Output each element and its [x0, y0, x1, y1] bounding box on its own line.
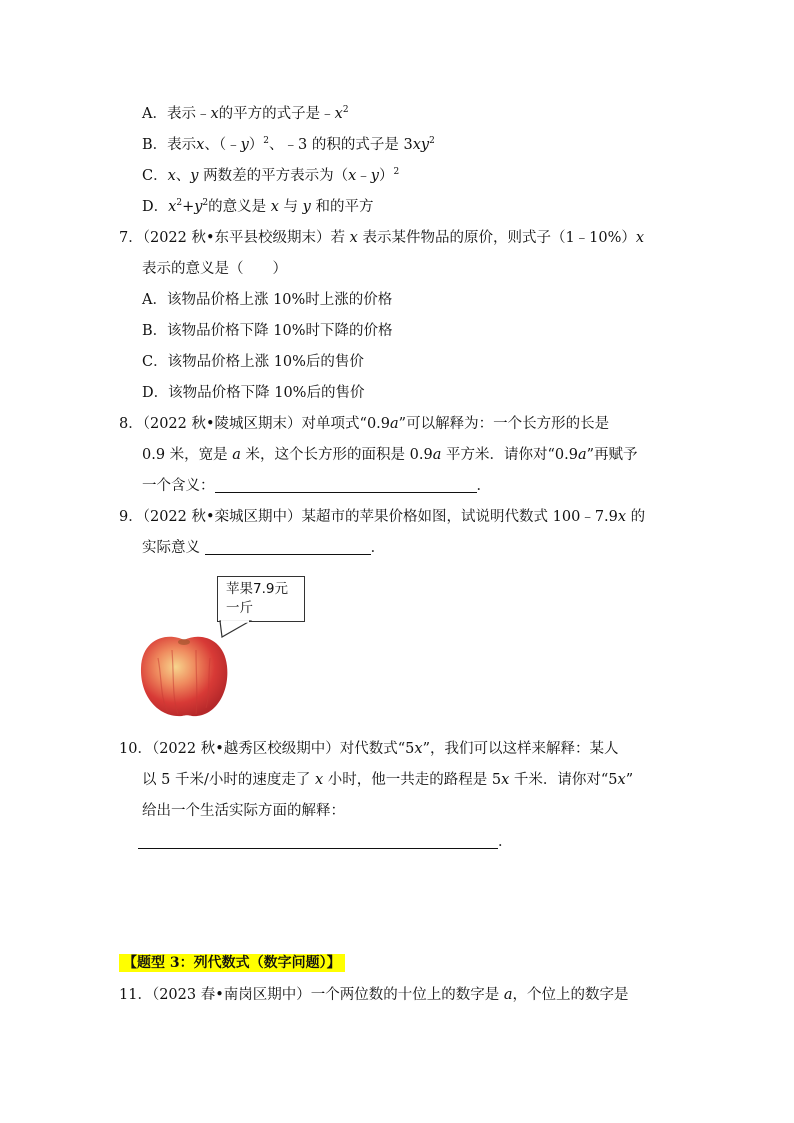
q9-answer-blank[interactable]: [205, 540, 371, 555]
text: +: [182, 199, 195, 215]
q7-stem-line1: [119, 228, 644, 248]
text: ．: [370, 540, 386, 556]
math-var: x: [270, 199, 279, 215]
q11-stem-line1: [119, 985, 629, 1005]
text: 千米．请你对“5: [509, 772, 618, 788]
math-var: x: [210, 106, 219, 122]
text: A．表示﹣: [142, 106, 211, 122]
text: 小时，他一共走的路程是 5: [323, 772, 502, 788]
math-var: x: [617, 772, 626, 788]
math-var: x: [617, 509, 627, 525]
math-var: a: [232, 447, 241, 463]
text: 米，这个长方形的面积是 0.9: [240, 447, 433, 463]
q8-stem-line1: [119, 414, 609, 434]
q10-stem-line2: [142, 770, 633, 790]
bubble-line-1: 苹果7.9元: [226, 581, 288, 597]
q6-option-b: [142, 135, 435, 155]
math-var: x: [314, 772, 324, 788]
math-var: x: [167, 168, 176, 184]
q7-option-d: D．该物品价格下降 10%后的售价: [142, 385, 365, 401]
q10-answer-blank[interactable]: [138, 834, 498, 849]
text: 的平方的式子是﹣: [218, 106, 335, 122]
math-var: y: [194, 199, 203, 215]
math-var: x: [196, 137, 205, 153]
math-var: x: [168, 199, 177, 215]
exponent: 2: [429, 136, 435, 146]
math-var: y: [370, 168, 379, 184]
math-var: y: [302, 199, 311, 215]
text: D．: [142, 199, 169, 215]
text: ）: [248, 137, 264, 153]
q7-option-a: A．该物品价格上涨 10%时上涨的价格: [142, 292, 393, 308]
text: ﹣: [356, 168, 371, 184]
text: 表示某件物品的原价，则式子（1﹣10%）: [357, 230, 636, 246]
text: ”再赋予: [586, 447, 638, 463]
text: 以 5 千米/小时的速度走了: [142, 772, 315, 788]
text: 的意义是: [208, 199, 271, 215]
q7-option-c: C．该物品价格上涨 10%后的售价: [142, 354, 364, 370]
exponent: 2: [263, 136, 270, 146]
text: ”: [625, 772, 634, 788]
math-var: a: [503, 987, 513, 1003]
section-heading-type3: [119, 954, 345, 972]
text: 一个含义：: [142, 478, 215, 494]
q8-stem-line2: [142, 445, 638, 465]
text: 的: [626, 509, 646, 525]
math-var: x: [414, 741, 423, 757]
q6-option-a: [142, 104, 349, 124]
math-var: x: [348, 168, 357, 184]
text: ）: [379, 168, 394, 184]
math-var: x: [501, 772, 510, 788]
exponent: 2: [342, 105, 349, 115]
q10-stem-line1: [119, 739, 619, 759]
text: 【题型: [123, 955, 170, 971]
text: 、（﹣: [204, 137, 241, 153]
math-var: x: [635, 230, 645, 246]
text: 、: [175, 168, 191, 184]
q9-stem-line2: [142, 538, 385, 558]
text: 11．（2023 春•南岗区期中）一个两位数的十位上的数字是: [119, 987, 504, 1003]
text: 实际意义: [142, 540, 205, 556]
math-var: y: [240, 137, 249, 153]
text: 7．（2022 秋•东平县校级期末）若: [119, 230, 350, 246]
text: 9．（2022 秋•栾城区期中）某超市的苹果价格如图，试说明代数式 100﹣7.9: [119, 509, 618, 525]
math-var: a: [577, 447, 587, 463]
q6-option-c: [142, 166, 399, 186]
text: ，个位上的数字是: [512, 987, 629, 1003]
text: 8．（2022 秋•陵城区期末）对单项式“0.9: [119, 416, 391, 432]
exponent: 2: [202, 198, 209, 208]
math-var: a: [390, 416, 399, 432]
text: 10．（2022 秋•越秀区校级期中）对代数式“5: [119, 741, 415, 757]
math-var: a: [432, 447, 442, 463]
q8-answer-blank[interactable]: [215, 478, 477, 493]
text: 两数差的平方表示为（: [198, 168, 349, 184]
math-var: y: [190, 168, 199, 184]
q8-stem-line3: [142, 476, 491, 496]
q9-stem-line1: [119, 507, 645, 527]
text: ：列代数式（数字问题）】: [179, 955, 341, 971]
apple-image: [138, 628, 230, 720]
text: B．表示: [142, 137, 197, 153]
text: ”，我们可以这样来解释：某人: [422, 741, 619, 757]
text: ．: [476, 478, 491, 494]
price-speech-bubble: [217, 576, 305, 622]
text: 3: [169, 955, 180, 971]
q10-stem-line3: 给出一个生活实际方面的解释：: [142, 803, 345, 819]
math-var: x: [334, 106, 343, 122]
text: 平方米．请你对“0.9: [441, 447, 578, 463]
text: ”可以解释为：一个长方形的长是: [398, 416, 610, 432]
text: ．: [498, 834, 513, 850]
exponent: 2: [176, 198, 183, 208]
text: 0.9 米，宽是: [142, 447, 233, 463]
text: C．: [142, 168, 168, 184]
math-var: xy: [412, 137, 430, 153]
bubble-line-2: 一斤: [226, 600, 253, 616]
text: 、﹣3 的积的式子是 3: [269, 137, 413, 153]
exponent: 2: [393, 167, 400, 177]
q10-answer-line: [138, 832, 513, 852]
math-var: x: [349, 230, 358, 246]
q7-option-b: B．该物品价格下降 10%时下降的价格: [142, 323, 393, 339]
q6-option-d: [142, 197, 373, 217]
text: 和的平方: [310, 199, 374, 215]
q7-stem-line2: 表示的意义是（ ）: [142, 261, 287, 277]
text: 与: [278, 199, 303, 215]
